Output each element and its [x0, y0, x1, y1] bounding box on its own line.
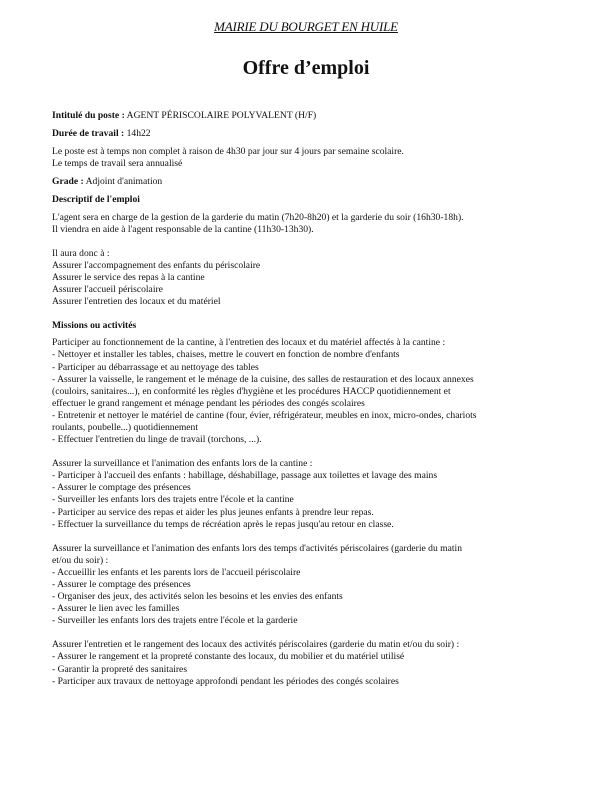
text-line: et/ou du soir) :	[52, 554, 109, 566]
text-line: Assurer la surveillance et l'animation des enfants lors des temps d'activités périscolaires (garderie du matin	[52, 542, 462, 554]
list-item: - Assurer la vaisselle, le rangement et le ménage de la cuisine, des salles de restauration et des locaux annexes	[52, 373, 474, 385]
list-item: Assurer l'entretien des locaux et du matériel	[52, 296, 221, 308]
list-label: Il aura donc à :	[52, 247, 110, 259]
list-item: Assurer l'accueil périscolaire	[52, 284, 163, 296]
field-grade	[52, 176, 572, 188]
section-heading-descriptif: Descriptif de l'emploi	[52, 194, 140, 206]
list-item: - Participer au service des repas et aider les plus jeunes enfants à prendre leur repas.	[52, 506, 374, 518]
organization-name: MAIRIE DU BOURGET EN HUILE	[214, 19, 398, 34]
field-value: Adjoint d'animation	[85, 176, 163, 188]
list-item: - Organiser des jeux, des activités selon les besoins et les envies des enfants	[52, 591, 343, 603]
list-item: Assurer l'accompagnement des enfants du périscolaire	[52, 259, 261, 271]
list-item: (couloirs, sanitaires...), en conformité les règles d'hygiène et les procédures HACCP quotidiennement et	[52, 385, 451, 397]
list-item: - Effectuer l'entretien du linge de travail (torchons, ...).	[52, 434, 262, 446]
list-item: Assurer le service des repas à la cantine	[52, 271, 205, 283]
text-line: Le poste est à temps non complet à raison de 4h30 par jour sur 4 jours par semaine scolaire.	[52, 146, 404, 158]
list-item: - Garantir la propreté des sanitaires	[52, 663, 188, 675]
list-item: - Entretenir et nettoyer le matériel de cantine (four, évier, réfrigérateur, meubles en inox, micro-ondes, chariots	[52, 409, 477, 421]
text-line: Le temps de travail sera annualisé	[52, 158, 183, 170]
missions-block-periscolaire	[52, 543, 572, 628]
list-item: - Assurer le comptage des présences	[52, 579, 191, 590]
text-line: L'agent sera en charge de la gestion de la garderie du matin (7h20-8h20) et la garderie du soir (16h30-18h).	[52, 211, 464, 223]
list-item: - Participer à l'accueil des enfants : habillage, déshabillage, passage aux toilettes et lavage des mains	[52, 470, 438, 482]
list-item: - Assurer le lien avec les familles	[52, 603, 180, 615]
missions-block-cantine	[52, 337, 572, 446]
list-item: - Participer au débarrassage et au nettoyage des tables	[52, 361, 259, 373]
list-item: - Assurer le rangement et la propreté constante des locaux, du mobilier et du matériel utilisé	[52, 651, 405, 663]
list-item: - Surveiller les enfants lors des trajets entre l'école et la garderie	[52, 615, 298, 627]
field-intitule	[52, 110, 572, 122]
list-item: effectuer le grand rangement et ménage pendant les périodes des congés scolaires	[52, 397, 365, 409]
text-line: Assurer la surveillance et l'animation des enfants lors de la cantine :	[52, 458, 313, 470]
text-line: Il viendra en aide à l'agent responsable de la cantine (11h30-13h30).	[52, 223, 314, 235]
field-label: Intitulé du poste :	[52, 110, 125, 121]
descriptif-list	[52, 248, 572, 308]
missions-block-surveillance-cantine	[52, 458, 572, 531]
section-heading-missions: Missions ou activités	[52, 320, 137, 332]
descriptif-intro	[52, 212, 572, 236]
field-value: 14h22	[126, 128, 151, 140]
field-duree	[52, 128, 572, 140]
list-item: - Effectuer la surveillance du temps de récréation après le repas jusqu'au retour en classe.	[52, 518, 394, 530]
missions-block-entretien	[52, 639, 572, 687]
page-title: Offre d’emploi	[242, 57, 370, 79]
document-body	[52, 110, 572, 688]
list-item: - Accueillir les enfants et les parents lors de l'accueil périscolaire	[52, 566, 301, 578]
field-label: Durée de travail :	[52, 128, 125, 140]
list-item: - Nettoyer et installer les tables, chaises, mettre le couvert en fonction de nombre d'enfants	[52, 349, 400, 361]
list-item: - Surveiller les enfants lors des trajets entre l'école et la cantine	[52, 494, 294, 506]
field-value: AGENT PÉRISCOLAIRE POLYVALENT (H/F)	[126, 110, 317, 121]
text-line: Assurer l'entretien et le rangement des locaux des activités périscolaires (garderie du matin et/ou du soir) :	[52, 639, 460, 651]
duree-details	[52, 146, 572, 170]
text-line: Participer au fonctionnement de la cantine, à l'entretien des locaux et du matériel affectés à la cantine :	[52, 337, 446, 349]
list-item: - Assurer le comptage des présences	[52, 482, 191, 494]
list-item: roulants, poubelle...) quotidiennement	[52, 421, 199, 433]
field-label: Grade :	[52, 176, 84, 188]
list-item: - Participer aux travaux de nettoyage approfondi pendant les périodes des congés scolaires	[52, 675, 399, 687]
